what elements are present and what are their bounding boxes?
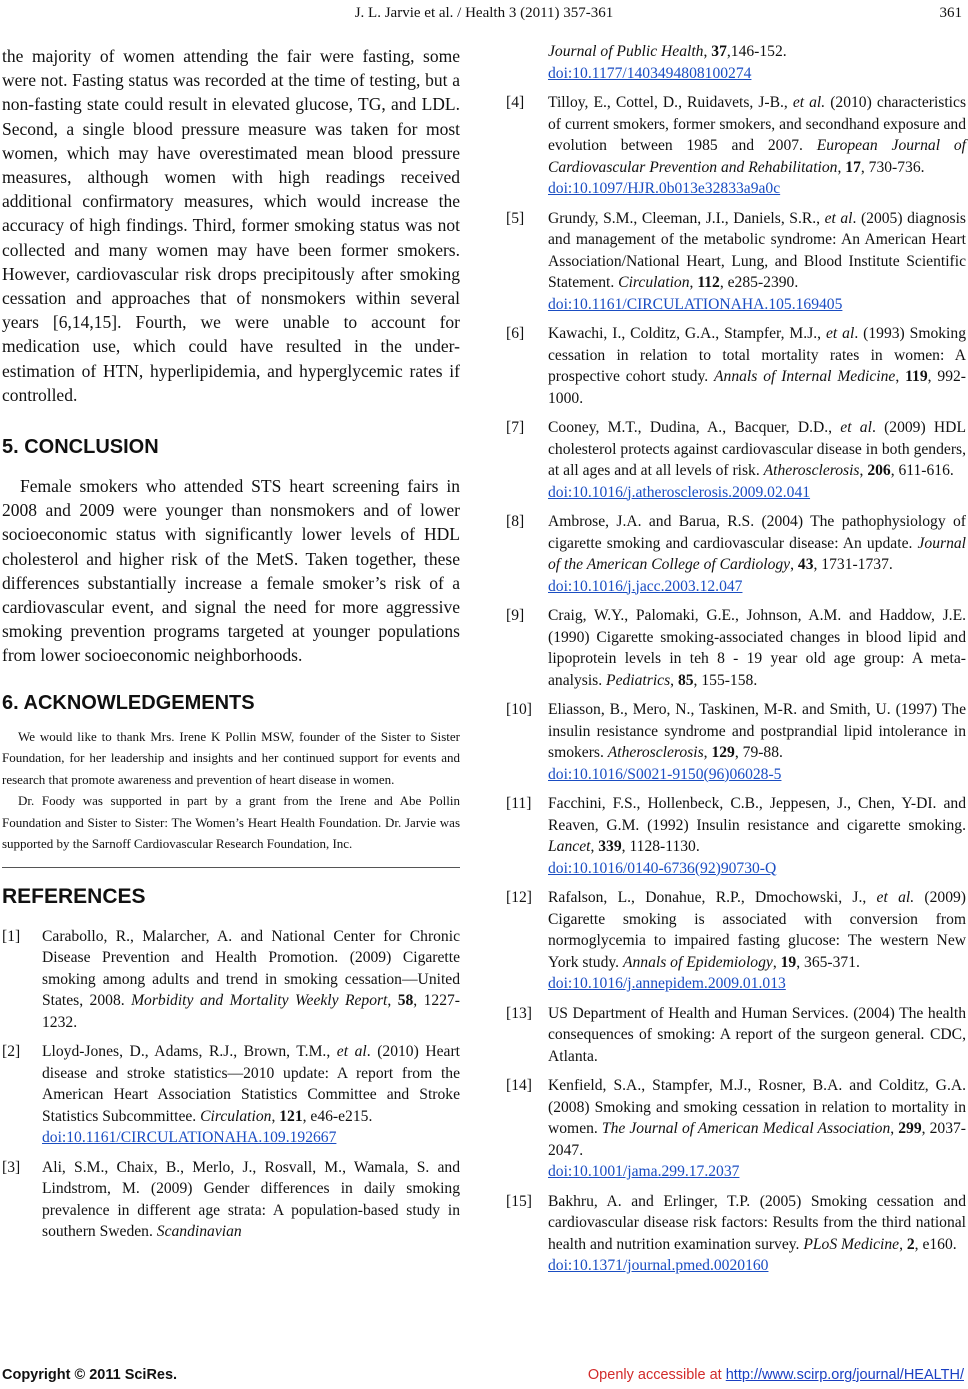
reference-number: [12] — [506, 889, 532, 906]
reference-text: Grundy, S.M., Cleeman, J.I., Daniels, S.R., — [548, 209, 825, 227]
reference-volume: 43 — [797, 556, 814, 573]
reference-pages: , 2037-2047. — [548, 1120, 966, 1159]
reference-journal: . — [920, 1026, 925, 1043]
doi-link[interactable]: doi:10.1161/CIRCULATIONAHA.109.192667 — [42, 1129, 337, 1147]
reference-volume: 129 — [711, 744, 735, 761]
reference-volume: 2 — [906, 1235, 915, 1253]
reference-number: [8] — [506, 513, 525, 530]
reference-pages: , e160. — [914, 1235, 957, 1253]
reference-item — [506, 1003, 966, 1068]
reference-journal: Annals of Epidemiology — [622, 953, 773, 971]
reference-volume: 19 — [780, 953, 797, 971]
reference-journal: Journal of Public Health — [548, 43, 704, 60]
reference-pages: , 365-371. — [796, 953, 860, 971]
journal-url-link[interactable]: http://www.scirp.org/journal/HEALTH/ — [725, 1367, 964, 1383]
references-heading: REFERENCES — [2, 884, 146, 908]
reference-number: [7] — [506, 419, 525, 436]
reference-journal: Circulation — [200, 1107, 272, 1125]
reference-text: Rafalson, L., Donahue, R.P., Dmochowski, J., — [548, 889, 877, 906]
reference-text: . (1993) Smoking cessation in relation to total mortality rates in women: A prospective cohort study. — [548, 325, 966, 385]
reference-number: [13] — [506, 1004, 532, 1022]
doi-link[interactable]: doi:10.1016/S0021-9150(96)06028-5 — [548, 765, 782, 783]
acknowledgement-paragraph: We would like to thank Mrs. Irene K Pollin MSW, founder of the Sister to Sister Foundation, for her leadership and insights and her continued support for events and research that promote awareness and prevention of heart disease in women. — [2, 728, 460, 787]
reference-text: US Department of Health and Human Services. (2004) The health consequences of smoking: A report of the surgeon general — [548, 1004, 966, 1043]
reference-number: [15] — [506, 1192, 532, 1210]
open-access-label: Openly accessible at — [587, 1367, 726, 1383]
reference-pages: ,146-152. — [726, 43, 787, 60]
reference-pages: , e285-2390. — [719, 274, 799, 291]
reference-pages: , 155-158. — [693, 671, 758, 689]
left-column — [2, 44, 460, 1251]
reference-pages: , 1731-1737. — [813, 556, 893, 573]
reference-text: Ali, S.M., Chaix, B., Merlo, J., Rosvall, M., Wamala, S. and Lindstrom, M. (2009) Gender differences in daily smoking prevalence in different age strata: A population-based study in southern Sweden. — [42, 1158, 460, 1241]
reference-volume: 339 — [598, 838, 622, 855]
running-header — [0, 0, 968, 26]
reference-text: Cooney, M.T., Dudina, A., Bacquer, D.D., — [548, 419, 841, 436]
reference-etal: et al — [336, 1043, 367, 1061]
reference-volume: 85 — [677, 671, 694, 689]
reference-volume: 17 — [845, 158, 861, 176]
conclusion-text: Female smokers who attended STS heart screening fairs in 2008 and 2009 were younger than nonsmokers and of lower socioeconomic status with significantly lower levels of HDL cholesterol and higher risk of the MetS. Taken together, these differences substantially increase a female smoker’s risk of a cardiovascular event, and signal the need for more aggressive smoking prevention programs targeted at younger populations from lower socioeconomic neighborhoods. — [2, 476, 460, 666]
reference-journal: European Journal of Cardiovascular Prevention and Rehabilitation — [548, 137, 966, 176]
reference-number: [6] — [506, 325, 525, 342]
reference-pages: , 730-736. — [860, 158, 925, 176]
reference-text: Bakhru, A. and Erlinger, T.P. (2005) Smoking cessation and cardiovascular disease risk factors: Results from the third national health and nutrition examination survey. — [548, 1192, 966, 1253]
reference-volume: 112 — [697, 274, 720, 291]
reference-item: [8] Ambrose, J.A. and Barua, R.S. (2004) The pathophysiology of cigarette smoking and cardiovascular disease: An update. Journal of the American College of Cardiology, 43, 1731-1737. doi:10.1016/j.jacc.2003.12.047 — [506, 511, 966, 597]
reference-etal: et al. — [792, 94, 826, 111]
reference-etal: et al — [826, 325, 855, 342]
reference-volume: 206 — [867, 462, 891, 479]
open-access-notice — [588, 1367, 964, 1383]
reference-journal: Scandinavian — [156, 1223, 242, 1241]
doi-link[interactable]: doi:10.1371/journal.pmed.0020160 — [548, 1257, 769, 1274]
reference-number: [10] — [506, 701, 532, 718]
reference-text: . (2010) Heart disease and stroke statistics—2010 update: A report from the American Heart Association Statistics Committee and Stroke Statistics Subcommittee. — [42, 1043, 460, 1125]
reference-item: [9] Craig, W.Y., Palomaki, G.E., Johnson, A.M. and Haddow, J.E. (1990) Cigarette smoking-associated changes in blood lipid and lipoprotein levels in teh 8 - 19 year old age group: A meta-analysis. Pediatrics, 85, 155-158. — [506, 607, 966, 689]
reference-item: [7] Cooney, M.T., Dudina, A., Bacquer, D.D., et al. (2009) HDL cholesterol protects against cardiovascular disease in both genders, at all ages and at all levels of risk. Atherosclerosis, 206, 611-616. doi:10.1016/j.atherosclerosis.2009.02.041 — [506, 417, 966, 503]
doi-link[interactable]: doi:10.1097/HJR.0b013e32833a9a0c — [548, 180, 781, 197]
reference-text: Facchini, F.S., Hollenbeck, C.B., Jeppesen, J., Chen, Y-DI. and Reaven, G.M. (1992) Insulin resistance and cigarette smoking. — [548, 795, 966, 834]
reference-etal: et al — [824, 209, 853, 227]
reference-text: Carabollo, R., Malarcher, A. and National Center for Chronic Disease Prevention and Health Promotion. (2009) Cigarette smoking among adults and trend in smoking cessation—United States, 2008. — [42, 927, 460, 1010]
reference-etal: et al. — [876, 889, 915, 906]
reference-item — [2, 1157, 460, 1243]
reference-journal: Journal of the American College of Cardiology — [548, 534, 966, 573]
doi-link[interactable]: doi:10.1016/j.annepidem.2009.01.013 — [548, 975, 786, 992]
reference-journal: Circulation — [618, 274, 690, 291]
reference-text: . (2005) diagnosis and management of the metabolic syndrome: An American Heart Association/National Heart, Lung, and Blood Institute Scientific Statement. — [548, 209, 966, 291]
reference-text: (2009) Cigarette smoking is associated with conversion from normoglycemia to impaired fasting glucose: The western New York study. — [548, 889, 966, 971]
page-footer — [0, 1367, 968, 1389]
reference-number: [5] — [506, 209, 525, 227]
reference-journal: Atherosclerosis — [763, 462, 860, 479]
acknowledgements-heading: 6. ACKNOWLEDGEMENTS — [2, 691, 255, 714]
reference-journal: Morbidity and Mortality Weekly Report — [131, 992, 388, 1010]
reference-journal: Pediatrics — [606, 671, 671, 689]
reference-number: [14] — [506, 1077, 532, 1094]
reference-item: [2] Lloyd-Jones, D., Adams, R.J., Brown, T.M., et al. (2010) Heart disease and stroke statistics—2010 update: A report from the American Heart Association Statistics Committee and Stroke Statistics Subcommittee. Circulation, 121, e46-e215. doi:10.1161/CIRCULATIONAHA.109.192667 — [2, 1041, 460, 1149]
reference-text: Tilloy, E., Cottel, D., Ruidavets, J-B., — [548, 94, 793, 111]
reference-number: [11] — [506, 795, 532, 812]
conclusion-heading: 5. CONCLUSION — [2, 436, 159, 459]
reference-journal: Lancet — [548, 838, 591, 855]
reference-number: [4] — [506, 94, 525, 111]
intro-paragraph: the majority of women attending the fair were fasting, some were not. Fasting status was recorded at the time of testing, but a non-fasting state could result in elevated glucose, TG, and LDL. Second, a single blood pressure measure was taken for most women, which may have overestimated mean blood pressure measures, although women with high readings received additional confirmatory measures, which would increase the accuracy of high findings. Third, former smoking status was not collected and many women may have been former smokers. However, cardiovascular risk drops precipitously after smoking cessation and approaches that of nonsmokers within several years [6,14,15]. Fourth, we were unable to account for medication use, which could have resulted in the under-estimation of HTN, hyperlipidemia, and hyperglycemic rates if controlled. — [2, 46, 460, 405]
reference-text: CDC, Atlanta. — [548, 1026, 966, 1065]
reference-pages: , 1128-1130. — [621, 838, 700, 855]
doi-link[interactable]: doi:10.1016/j.atherosclerosis.2009.02.041 — [548, 483, 811, 501]
reference-text: Kenfield, S.A., Stampfer, M.J., Rosner, B.A. and Colditz, G.A. (2008) Smoking and smoking cessation in relation to mortality in women. — [548, 1077, 966, 1137]
reference-volume: 119 — [905, 368, 928, 385]
doi-link[interactable]: doi:10.1016/j.jacc.2003.12.047 — [548, 577, 743, 595]
section-divider — [2, 867, 460, 868]
reference-item: [6] Kawachi, I., Colditz, G.A., Stampfer, M.J., et al. (1993) Smoking cessation in relation to total mortality rates in women: A prospective cohort study. Annals of Internal Medicine, 119, 992-1000. — [506, 325, 966, 407]
reference-pages: , 1227-1232. — [42, 992, 460, 1031]
reference-text: Craig, W.Y., Palomaki, G.E., Johnson, A.M. and Haddow, J.E. (1990) Cigarette smoking-associated changes in blood lipid and lipoprotein levels in teh 8 - 19 year old age group: A meta-analysis. — [548, 607, 966, 689]
reference-pages: , 611-616. — [890, 462, 954, 479]
reference-continuation: Journal of Public Health, 37,146-152. doi:10.1177/1403494808100274 — [506, 41, 966, 84]
reference-text: Kawachi, I., Colditz, G.A., Stampfer, M.J., — [548, 325, 826, 342]
page-number: 361 — [939, 5, 962, 21]
reference-text: . (2009) HDL cholesterol protects against cardiovascular disease in both genders, at all ages and at all levels of risk. — [548, 419, 966, 479]
reference-journal: Atherosclerosis — [607, 744, 704, 761]
doi-link[interactable]: doi:10.1001/jama.299.17.2037 — [548, 1163, 740, 1180]
reference-text: Eliasson, B., Mero, N., Taskinen, M-R. and Smith, U. (1997) The insulin resistance syndrome and postprandial lipid intolerance in smokers. — [548, 701, 966, 761]
reference-volume: 37 — [711, 43, 727, 60]
reference-pages: , 992-1000. — [548, 368, 966, 407]
right-column — [506, 44, 966, 1285]
reference-number: [2] — [2, 1043, 21, 1061]
reference-journal: Annals of Internal Medicine — [714, 368, 896, 385]
reference-item: [4] Tilloy, E., Cottel, D., Ruidavets, J-B., et al. (2010) characteristics of current smokers, former smokers, and secondhand exposure and evolution between 1985 and 2007. European Journal of Cardiovascular Prevention and Rehabilitation, 17, 730-736. doi:10.1097/HJR.0b013e32833a9a0c — [506, 92, 966, 200]
reference-journal: PLoS Medicine — [803, 1235, 900, 1253]
copyright-notice: Copyright © 2011 SciRes. — [2, 1367, 178, 1383]
doi-link[interactable]: doi:10.1161/CIRCULATIONAHA.105.169405 — [548, 295, 843, 313]
reference-item: [12] Rafalson, L., Donahue, R.P., Dmochowski, J., et al. (2009) Cigarette smoking is associated with conversion from normoglycemia to impaired fasting glucose: The western New York study. Annals of Epidemiology, 19, 365-371. doi:10.1016/j.annepidem.2009.01.013 — [506, 887, 966, 995]
reference-etal: et al — [840, 419, 872, 436]
reference-item: [11] Facchini, F.S., Hollenbeck, C.B., Jeppesen, J., Chen, Y-DI. and Reaven, G.M. (1992) Insulin resistance and cigarette smoking. Lancet, 339, 1128-1130. doi:10.1016/0140-6736(92)90730-Q — [506, 793, 966, 879]
doi-link[interactable]: doi:10.1177/1403494808100274 — [548, 64, 752, 82]
reference-text: (2010) characteristics of current smokers, former smokers, and secondhand exposure and evolution between 1985 and 2007. — [548, 94, 967, 154]
running-title: J. L. Jarvie et al. / Health 3 (2011) 357-361 — [354, 5, 614, 21]
reference-number: [3] — [2, 1158, 21, 1176]
reference-number: [9] — [506, 607, 525, 624]
reference-text: Lloyd-Jones, D., Adams, R.J., Brown, T.M., — [42, 1043, 337, 1061]
reference-volume: 299 — [898, 1120, 922, 1137]
reference-item: [10] Eliasson, B., Mero, N., Taskinen, M-R. and Smith, U. (1997) The insulin resistance syndrome and postprandial lipid intolerance in smokers. Atherosclerosis, 129, 79-88. doi:10.1016/S0021-9150(96)06028-5 — [506, 699, 966, 785]
reference-item: [15] Bakhru, A. and Erlinger, T.P. (2005) Smoking cessation and cardiovascular disease risk factors: Results from the third national health and nutrition examination survey. PLoS Medicine, 2, e160. doi:10.1371/journal.pmed.0020160 — [506, 1191, 966, 1277]
reference-number: [1] — [2, 927, 21, 945]
acknowledgement-paragraph: Dr. Foody was supported in part by a grant from the Irene and Abe Pollin Foundation and Sister to Sister: The Women’s Heart Health Foundation. Dr. Jarvie was supported by the Sarnoff Cardiovascular Research Foundation, Inc. — [2, 793, 460, 852]
reference-item: [14] Kenfield, S.A., Stampfer, M.J., Rosner, B.A. and Colditz, G.A. (2008) Smoking and smoking cessation in relation to mortality in women. The Journal of American Medical Association, 299, 2037-2047. doi:10.1001/jama.299.17.2037 — [506, 1075, 966, 1183]
reference-volume: 58 — [397, 992, 414, 1010]
reference-item: [5] Grundy, S.M., Cleeman, J.I., Daniels, S.R., et al. (2005) diagnosis and management of the metabolic syndrome: An American Heart Association/National Heart, Lung, and Blood Institute Scientific Statement. Circulation, 112, e285-2390. doi:10.1161/CIRCULATIONAHA.105.169405 — [506, 208, 966, 316]
reference-volume: 121 — [279, 1107, 303, 1125]
reference-item: [1] Carabollo, R., Malarcher, A. and National Center for Chronic Disease Prevention and Health Promotion. (2009) Cigarette smoking among adults and trend in smoking cessation—United States, 2008. Morbidity and Mortality Weekly Report, 58, 1227-1232. — [2, 927, 460, 1031]
reference-journal: The Journal of American Medical Association — [601, 1120, 891, 1137]
reference-pages: , e46-e215. — [302, 1107, 373, 1125]
reference-text: Ambrose, J.A. and Barua, R.S. (2004) The pathophysiology of cigarette smoking and cardiovascular disease: An update. — [548, 513, 966, 552]
doi-link[interactable]: doi:10.1016/0140-6736(92)90730-Q — [548, 859, 777, 877]
reference-pages: , 79-88. — [734, 744, 783, 761]
